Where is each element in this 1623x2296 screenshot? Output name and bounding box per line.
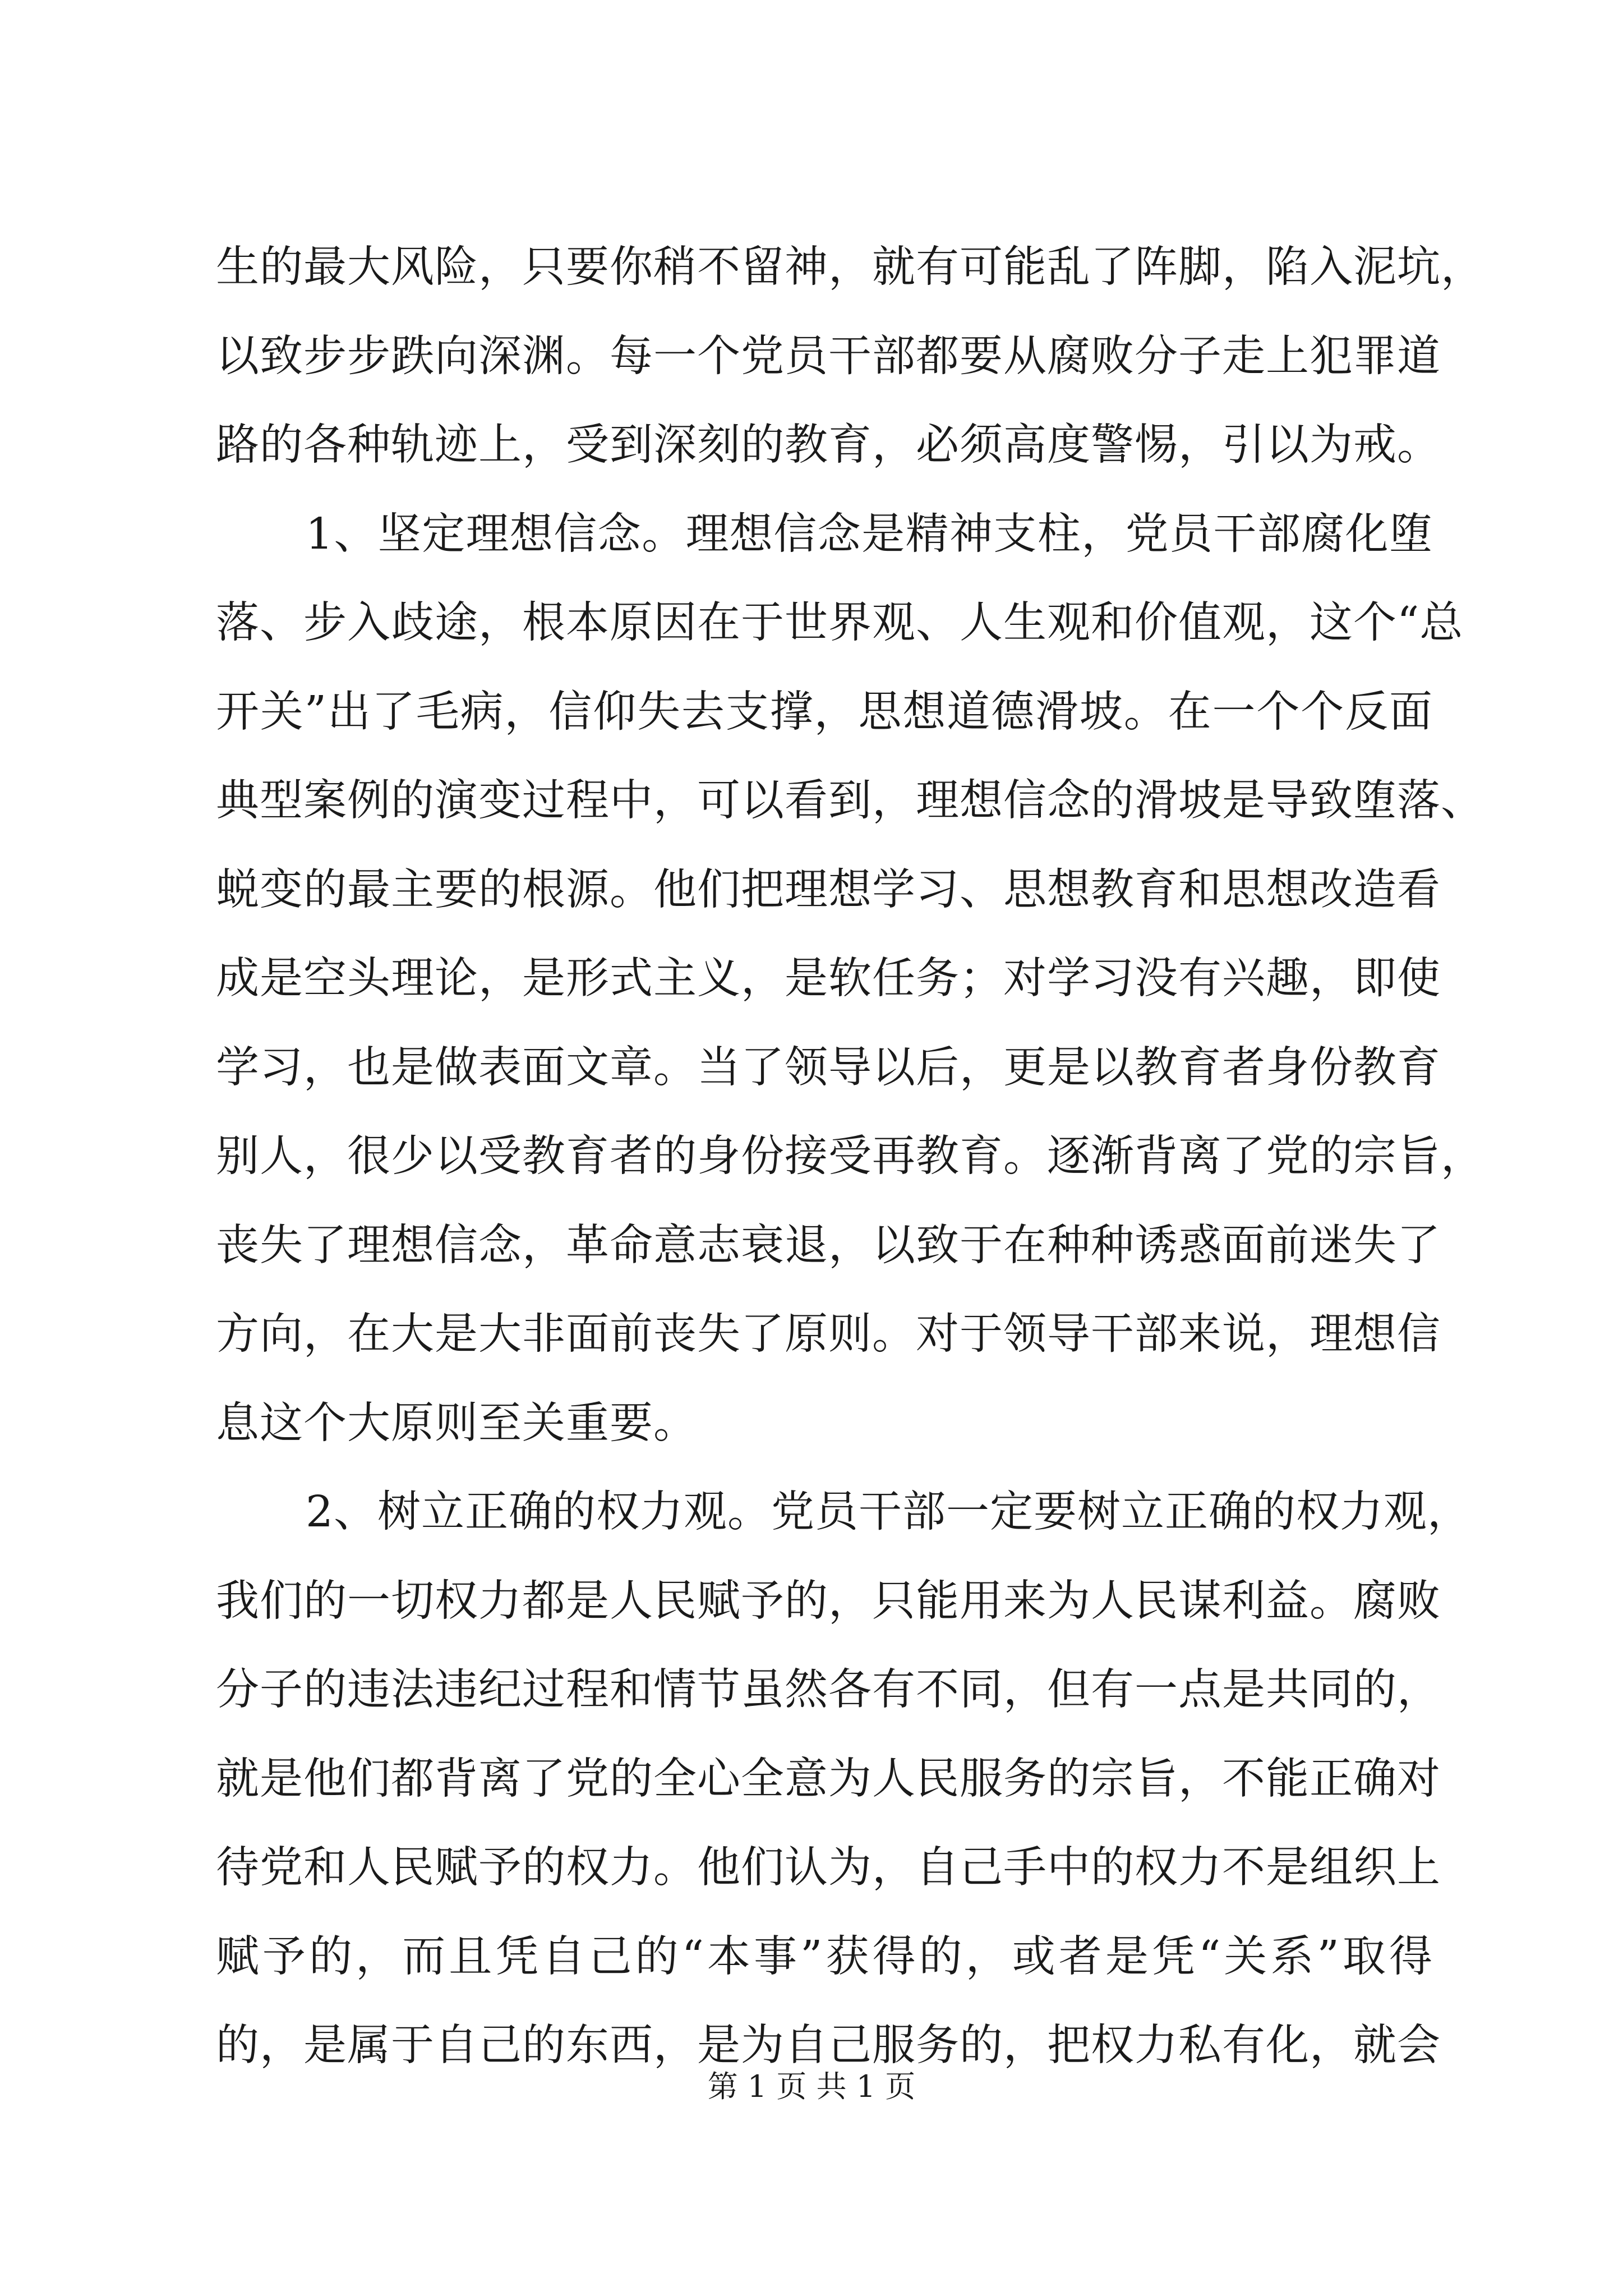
document-body: [216, 223, 1484, 2091]
text-line: 方向，在大是大非面前丧失了原则。对于领导干部来说，理想信: [216, 1309, 1441, 1359]
text-line: 学习，也是做表面文章。当了领导以后，更是以教育者身份教育: [216, 1042, 1441, 1093]
text-line: 开关”出了毛病，信仰失去支撑，思想道德滑坡。在一个个反面: [216, 687, 1433, 737]
text-line: 的，是属于自己的东西，是为自己服务的，把权力私有化，就会: [216, 2021, 1441, 2070]
text-line: 别人，很少以受教育者的身份接受再教育。逐渐背离了党的宗旨，: [216, 1131, 1484, 1181]
text-line: 就是他们都背离了党的全心全意为人民服务的宗旨，不能正确对: [216, 1754, 1441, 1804]
text-line: 赋予的，而且凭自己的“本事”获得的，或者是凭“关系”取得: [216, 1931, 1433, 1982]
text-line: 1、坚定理想信念。理想信念是精神支柱，党员干部腐化堕: [306, 509, 1433, 559]
text-line: 我们的一切权力都是人民赋予的，只能用来为人民谋利益。腐败: [216, 1576, 1441, 1626]
text-line: 以致步步跌向深渊。每一个党员干部都要从腐败分子走上犯罪道: [216, 331, 1441, 381]
paragraph-continuation: [216, 223, 1484, 490]
text-line: 典型案例的演变过程中，可以看到，理想信念的滑坡是导致堕落、: [216, 776, 1484, 826]
text-line: 蜕变的最主要的根源。他们把理想学习、思想教育和思想改造看: [216, 864, 1441, 915]
text-line: 落、步入歧途，根本原因在于世界观、人生观和价值观，这个“总: [216, 598, 1464, 648]
paragraph-ideals-beliefs: [216, 490, 1484, 1469]
page-footer: [0, 2064, 1623, 2109]
text-line: 生的最大风险，只要你稍不留神，就有可能乱了阵脚，陷入泥坑，: [216, 242, 1484, 292]
text-line: 息这个大原则至关重要。: [216, 1398, 697, 1448]
text-line: 待党和人民赋予的权力。他们认为，自己手中的权力不是组织上: [216, 1843, 1441, 1893]
text-line: 丧失了理想信念，革命意志衰退，以致于在种种诱惑面前迷失了: [216, 1220, 1441, 1271]
text-line: 分子的违法违纪过程和情节虽然各有不同，但有一点是共同的，: [216, 1665, 1441, 1715]
paragraph-power-view: [216, 1468, 1471, 2091]
page-number-label: 第 1 页 共 1 页: [707, 2069, 916, 2104]
text-line: 2、树立正确的权力观。党员干部一定要树立正确的权力观，: [306, 1487, 1471, 1537]
text-line: 路的各种轨迹上，受到深刻的教育，必须高度警惕，引以为戒。: [216, 420, 1441, 470]
text-line: 成是空头理论，是形式主义，是软任务；对学习没有兴趣，即使: [216, 954, 1441, 1004]
